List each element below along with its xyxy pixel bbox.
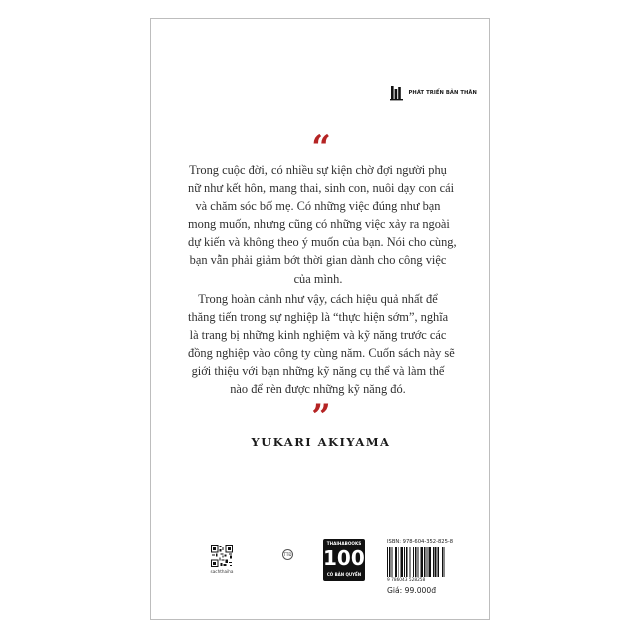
- paragraph-line: mong muốn, nhưng cũng có những việc xảy ra ngoài: [188, 217, 450, 232]
- barcode-digits: 9 786043 528258: [387, 578, 426, 583]
- close-quote-mark: ”: [311, 397, 331, 437]
- blurb-paragraph-1: [188, 161, 457, 288]
- paragraph-line: nào để rèn được những kỹ năng đó.: [230, 382, 406, 397]
- paragraph-line: nữ như kết hôn, mang thai, sinh con, nuôi dạy con cái: [188, 181, 455, 196]
- badge-brand: THAIHABOOKS: [326, 541, 362, 546]
- paragraph-line: Trong hoàn cảnh như vậy, cách hiệu quả nhất để: [198, 292, 438, 306]
- isbn-text: ISBN: 978-604-352-825-8: [387, 539, 454, 545]
- qr-code-icon: [211, 545, 233, 567]
- paragraph-line: đồng nghiệp vào công ty cùng năm. Cuốn sách này sẽ: [188, 346, 455, 361]
- paragraph-line: là trang bị những kinh nghiệm và kỹ năng trước các: [189, 328, 447, 343]
- price-label: Giá: 99.000đ: [387, 586, 437, 595]
- paragraph-line: và chăm sóc bố mẹ. Có những việc đúng như bạn: [195, 199, 441, 214]
- series-header: [390, 85, 477, 101]
- publisher-logo-icon: [390, 85, 404, 101]
- open-quote-mark: “: [311, 128, 331, 168]
- paragraph-line: bạn vẫn phải giảm bớt thời gian dành cho công việc: [189, 253, 447, 268]
- paragraph-line: Trong cuộc đời, có nhiều sự kiện chờ đợi người phụ: [189, 163, 447, 177]
- paragraph-line: dự kiến và không theo ý muốn của bạn. Nói cho cùng,: [188, 235, 457, 250]
- badge-caption: CÓ BẢN QUYỀN: [326, 572, 362, 577]
- copyright-badge: [323, 539, 385, 581]
- paragraph-line: giới thiệu với bạn những kỹ năng cụ thể và làm thế: [191, 364, 445, 379]
- paragraph-line: thăng tiến trong sự nghiệp là “thực hiện sớm”, nghĩa: [188, 310, 449, 325]
- badge-percent: 100%: [323, 546, 385, 570]
- book-back-cover: [150, 18, 490, 620]
- author-name: YUKARI AKIYAMA: [251, 435, 391, 449]
- barcode-icon: [385, 547, 465, 577]
- blurb-paragraph-2: [188, 290, 455, 399]
- qr-label: sachthaiha: [210, 569, 234, 574]
- series-label: PHÁT TRIỂN BẢN THÂN: [408, 90, 477, 96]
- publisher-seal-icon: TTĐ: [282, 549, 293, 560]
- paragraph-line: của mình.: [293, 271, 343, 286]
